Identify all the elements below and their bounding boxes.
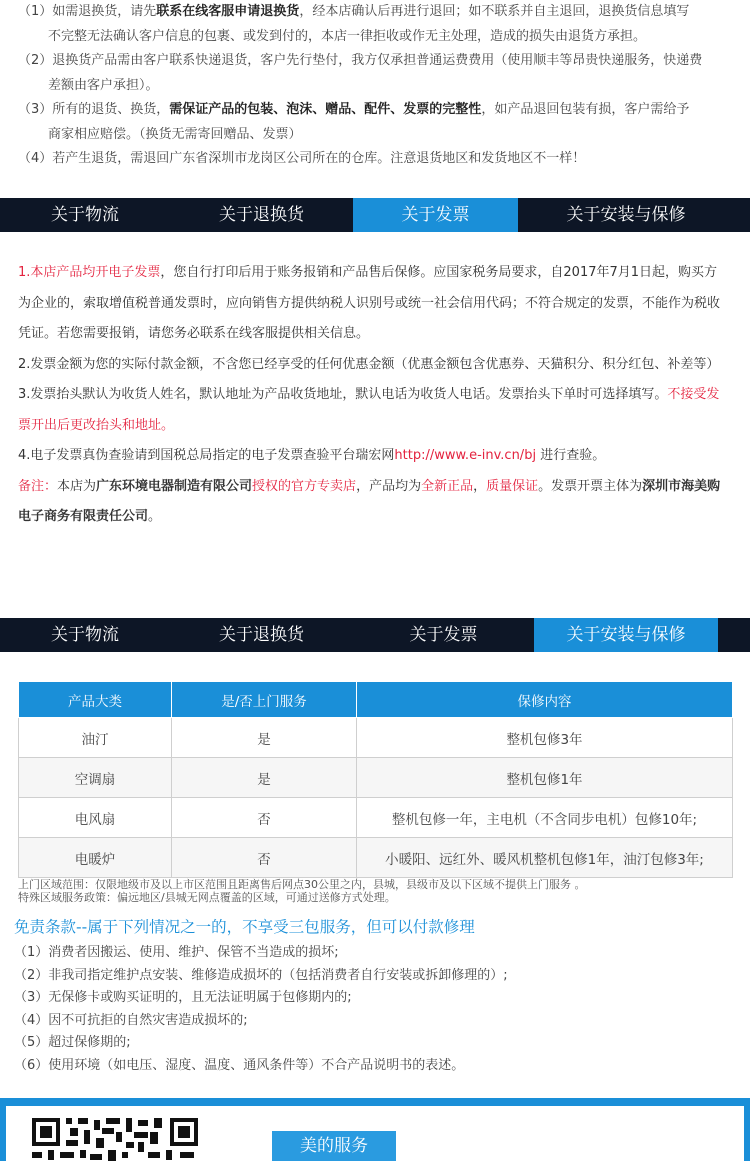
invoice-paragraph-4-text: 4.电子发票真伪查验请到国税总局指定的电子发票查验平台瑞宏网 (18, 448, 395, 463)
return-policy-item-number: （3） (18, 102, 53, 117)
cell-onsite: 否 (172, 838, 357, 878)
return-policy-text: 若产生退货，需退回广东省深圳市龙岗区公司所在的仓库。注意退货地区和发货地区不一样！ (52, 151, 586, 166)
list-item: （1）消费者因搬运、使用、维护、保管不当造成的损坏; (14, 945, 339, 960)
return-policy-item (0, 49, 750, 74)
return-policy-text: ，如产品退回包装有损，客户需给予 (481, 102, 690, 117)
cell-category: 电风扇 (19, 798, 172, 838)
return-policy-item-number: （4） (18, 151, 53, 166)
tab-installation-warranty[interactable]: 关于安装与保修 (534, 618, 718, 652)
tab-returns[interactable]: 关于退换货 (219, 625, 304, 645)
note-text-e: 。 (148, 509, 162, 524)
invoice-paragraph-3-text: 3.发票抬头默认为收货人姓名，默认地址为产品收货地址，默认电话为收货人电话。发票抬头下单时可选择填写。 (18, 387, 668, 402)
note-text-a: 本店为 (57, 478, 97, 494)
disclaimer-title: 免责条款--属于下列情况之一的，不享受三包服务，但可以付款修理 (14, 918, 475, 936)
return-policy-text: 退换货产品需由客户联系快递退货，客户先行垫付，我方仅承担普通运费费用（使用顺丰等昂贵快递服务，快递费 (52, 53, 703, 68)
return-policy-item (0, 98, 750, 123)
cell-warranty-content: 整机包修1年 (357, 758, 733, 798)
invoice-paragraph-1-text: ，您自行打印后用于账务报销和产品售后保修。应国家税务局要求，自2017年7月1日起，购买方为企业的，索取增值税普通发票时，应向销售方提供纳税人识别号或统一社会信用代码；不符合规定的发票，不能作为税收凭证。若您需要报销，请您务必联系在线客服提供相关信息。 (18, 265, 721, 341)
warranty-table (18, 681, 733, 878)
tab-logistics[interactable]: 关于物流 (51, 205, 119, 225)
header-category: 产品大类 (19, 682, 172, 718)
return-policy-emphasis: 联系在线客服申请退换货 (156, 4, 300, 19)
warranty-notes (18, 878, 586, 904)
cell-warranty-content: 整机包修一年，主电机（不含同步电机）包修10年; (357, 798, 733, 838)
tab-invoice[interactable]: 关于发票 (353, 198, 518, 232)
list-item: （4）因不可抗拒的自然灾害造成损坏的; (14, 1012, 248, 1028)
onsite-range-note: 上门区域范围：仅限地级市及以上市区范围且距离售后网点30公里之内，县城，县级市及以下区域不提供上门服务 。 (18, 878, 586, 891)
list-item: （6）使用环境（如电压、湿度、温度、通风条件等）不合产品说明书的表述。 (14, 1057, 465, 1073)
tab-invoice[interactable]: 关于发票 (409, 625, 478, 645)
header-warranty-content: 保修内容 (357, 682, 733, 718)
table-row (19, 718, 733, 758)
list-item: （5）超过保修期的; (14, 1035, 131, 1050)
return-policy-text: 所有的退货、换货， (52, 102, 170, 117)
return-policy-text: 如需退换货，请先 (52, 4, 157, 19)
note-text-d: 。发票开票主体为 (538, 478, 643, 494)
invoice-paragraph-4-tail: 进行查验。 (536, 448, 606, 463)
table-header-row (19, 682, 733, 718)
note-authorized-store: 授权的官方专卖店 (252, 478, 357, 494)
tab-returns[interactable]: 关于退换货 (219, 205, 304, 225)
tab-logistics[interactable]: 关于物流 (51, 625, 119, 645)
invoice-paragraph-1 (0, 258, 750, 350)
invoice-paragraph-4 (0, 441, 750, 472)
tab-bar-invoice (0, 198, 750, 232)
qr-code-icon (30, 1116, 202, 1161)
cell-onsite: 是 (172, 718, 357, 758)
return-policy-item-continued: 商家相应赔偿。（换货无需寄回赠品、发票） (48, 126, 302, 142)
return-policy-text: ，经本店确认后再进行退回；如不联系并自主退回，退换货信息填写 (299, 4, 690, 19)
return-policy-item-number: （1） (18, 4, 53, 19)
table-row (19, 758, 733, 798)
note-genuine: 全新正品 (421, 478, 474, 494)
invoice-verify-link[interactable]: http://www.e-inv.cn/bj (394, 448, 537, 463)
note-invoice-entity: 深圳市海美购电子商务有限责任公司 (18, 478, 721, 524)
return-policy-list (0, 0, 750, 172)
cell-category: 电暖炉 (19, 838, 172, 878)
table-row (19, 798, 733, 838)
cell-category: 油汀 (19, 718, 172, 758)
invoice-section (0, 232, 750, 616)
note-label: 备注： (18, 478, 58, 494)
note-quality: 质量保证 (486, 478, 539, 494)
return-policy-item-continued: 不完整无法确认客户信息的包裹、或发到付的，本店一律拒收或作无主处理，造成的损失由退货方承担。 (48, 28, 647, 44)
disclaimer-list (14, 942, 508, 1077)
cell-warranty-content: 整机包修3年 (357, 718, 733, 758)
cell-onsite: 否 (172, 798, 357, 838)
note-text-b: ，产品均为 (356, 478, 422, 494)
table-row (19, 838, 733, 878)
note-text-c: ， (473, 478, 487, 494)
return-policy-item (0, 0, 750, 25)
return-policy-item-continued: 差额由客户承担）。 (48, 77, 159, 93)
cell-warranty-content: 小暖阳、远红外、暖风机整机包修1年，油汀包修3年; (357, 838, 733, 878)
return-policy (0, 0, 750, 198)
list-item: （2）非我司指定维护点安装、维修造成损坏的（包括消费者自行安装或拆卸修理的）; (14, 967, 508, 983)
return-policy-item-number: （2） (18, 53, 53, 68)
tab-installation-warranty[interactable]: 关于安装与保修 (566, 205, 686, 225)
list-item: （3）无保修卡或购买证明的，且无法证明属于包修期内的; (14, 990, 352, 1005)
return-policy-item (0, 147, 750, 172)
cell-onsite: 是 (172, 758, 357, 798)
warranty-table-body (19, 718, 733, 878)
midea-service-button[interactable]: 美的服务 (272, 1131, 396, 1161)
invoice-e-invoice-highlight: 1.本店产品均开电子发票 (18, 265, 161, 280)
return-policy-emphasis: 需保证产品的包装、泡沫、赠品、配件、发票的完整性 (169, 102, 482, 117)
invoice-paragraph-3 (0, 380, 750, 441)
invoice-no-change-warning: 不接受发票开出后更改抬头和地址。 (18, 387, 720, 433)
note-company: 广东环境电器制造有限公司 (96, 478, 253, 494)
cell-category: 空调扇 (19, 758, 172, 798)
invoice-paragraph-2: 2.发票金额为您的实际付款金额，不含您已经享受的任何优惠金额（优惠金额包含优惠券、天猫积分、积分红包、补差等） (18, 356, 720, 372)
special-area-note: 特殊区域服务政策：偏远地区/县城无网点覆盖的区域，可通过送修方式处理。 (18, 891, 396, 904)
tab-bar-warranty (0, 618, 750, 652)
header-onsite: 是/否上门服务 (172, 682, 357, 718)
invoice-note (0, 472, 750, 533)
